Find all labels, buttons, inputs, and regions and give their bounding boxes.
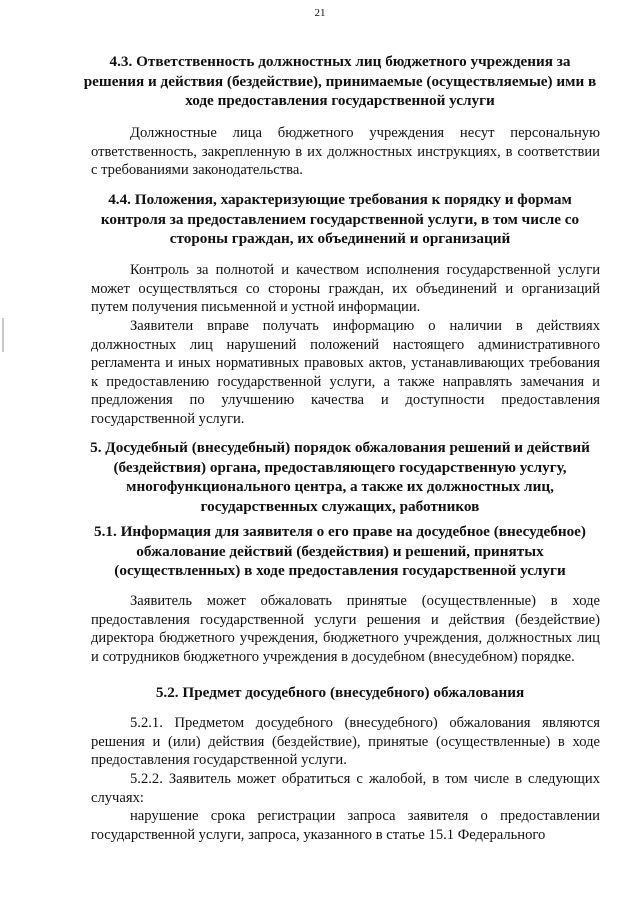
paragraph-4-3: Должностные лица бюджетного учреждения несут персональную ответственность, закрепленную в их должностных инструкциях, в соответствии с требованиями законодательства. <box>91 125 600 179</box>
heading-5-1: 5.1. Информация для заявителя о его праве на досудебное (внесудебное) обжалование действий (бездействия) и решений, принятых (осуществленных) в ходе предоставления государственной услуги <box>94 523 586 579</box>
paragraph-5-2-1: 5.2.1. Предметом досудебного (внесудебного) обжалования являются решения и (или) действия (бездействие), принятые (осуществленные) в ходе предоставления государственной услуги. <box>91 715 600 769</box>
page-number: 21 <box>314 7 326 19</box>
heading-5: 5. Досудебный (внесудебный) порядок обжалования решений и действий (бездействия) органа, предоставляющего государственную услугу, многофункционального центра, а также их должностных лиц, государственных служащих, работников <box>90 439 590 515</box>
paragraph-5-1: Заявитель может обжаловать принятые (осуществленные) в ходе предоставления государственной услуги решения и действия (бездействие) директора бюджетного учреждения, бюджетного учреждения, должностных лиц и сотрудников бюджетного учреждения в досудебном (внесудебном) порядке. <box>91 593 600 665</box>
paragraph-5-2-2: 5.2.2. Заявитель может обратиться с жалобой, в том числе в следующих случаях: <box>91 771 600 806</box>
heading-4-3: 4.3. Ответственность должностных лиц бюджетного учреждения за решения и действия (бездействие), принимаемые (осуществляемые) ими в ходе предоставления государственной услуги <box>83 53 597 109</box>
heading-5-2: 5.2. Предмет досудебного (внесудебного) обжалования <box>155 684 525 701</box>
scan-edge-mark <box>2 318 4 352</box>
paragraph-5-2-2-item: нарушение срока регистрации запроса заявителя о предоставлении государственной услуги, запроса, указанного в статье 15.1 Федерального <box>91 808 600 843</box>
heading-4-4: 4.4. Положения, характеризующие требования к порядку и формам контроля за предоставлением государственной услуги, в том числе со стороны граждан, их объединений и организаций <box>100 191 580 247</box>
paragraph-4-4-b: Заявители вправе получать информацию о наличии в действиях должностных лиц нарушений положений настоящего административного регламента и иных нормативных правовых актов, устанавливающих требования к предоставлению государственной услуги, а также направлять замечания и предложения по улучшению качества и доступности предоставления государственной услуги. <box>91 318 600 427</box>
paragraph-4-4-a: Контроль за полнотой и качеством исполнения государственной услуги может осуществляться со стороны граждан, их объединений и организаций путем получения письменной и устной информации. <box>91 262 600 316</box>
